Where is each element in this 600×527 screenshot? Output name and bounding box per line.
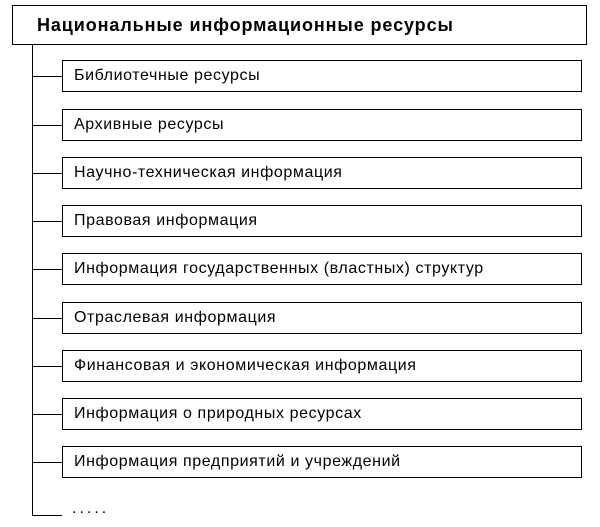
child-node-enterprises-info <box>62 446 582 478</box>
child-node-scientific-technical-info <box>62 157 582 189</box>
branch-line <box>32 221 62 222</box>
continuation-ellipsis: ..... <box>72 500 110 517</box>
child-node-archive-resources <box>62 109 582 141</box>
branch-line <box>32 515 62 516</box>
child-node-label: Научно-техническая информация <box>74 164 343 181</box>
branch-line <box>32 462 62 463</box>
child-node-financial-economic-info <box>62 350 582 382</box>
child-node-natural-resources-info <box>62 398 582 430</box>
child-node-library-resources <box>62 60 582 92</box>
branch-line <box>32 125 62 126</box>
branch-line <box>32 318 62 319</box>
child-node-industry-info <box>62 302 582 334</box>
child-node-label: Библиотечные ресурсы <box>74 67 261 84</box>
branch-line <box>32 173 62 174</box>
branch-line <box>32 269 62 270</box>
child-node-label: Правовая информация <box>74 212 258 229</box>
child-node-label: Информация государственных (властных) структур <box>74 260 484 277</box>
root-node-label: Национальные информационные ресурсы <box>37 14 454 35</box>
child-node-label: Отраслевая информация <box>74 309 277 326</box>
branch-line <box>32 366 62 367</box>
child-node-label: Информация предприятий и учреждений <box>74 453 401 470</box>
branch-line <box>32 414 62 415</box>
child-node-label: Финансовая и экономическая информация <box>74 357 417 374</box>
branch-line <box>32 76 62 77</box>
child-node-government-structures-info <box>62 253 582 285</box>
child-node-label: Информация о природных ресурсах <box>74 405 362 422</box>
tree-trunk-line <box>32 45 33 516</box>
root-node <box>12 5 587 45</box>
child-node-label: Архивные ресурсы <box>74 116 225 133</box>
child-node-legal-info <box>62 205 582 237</box>
